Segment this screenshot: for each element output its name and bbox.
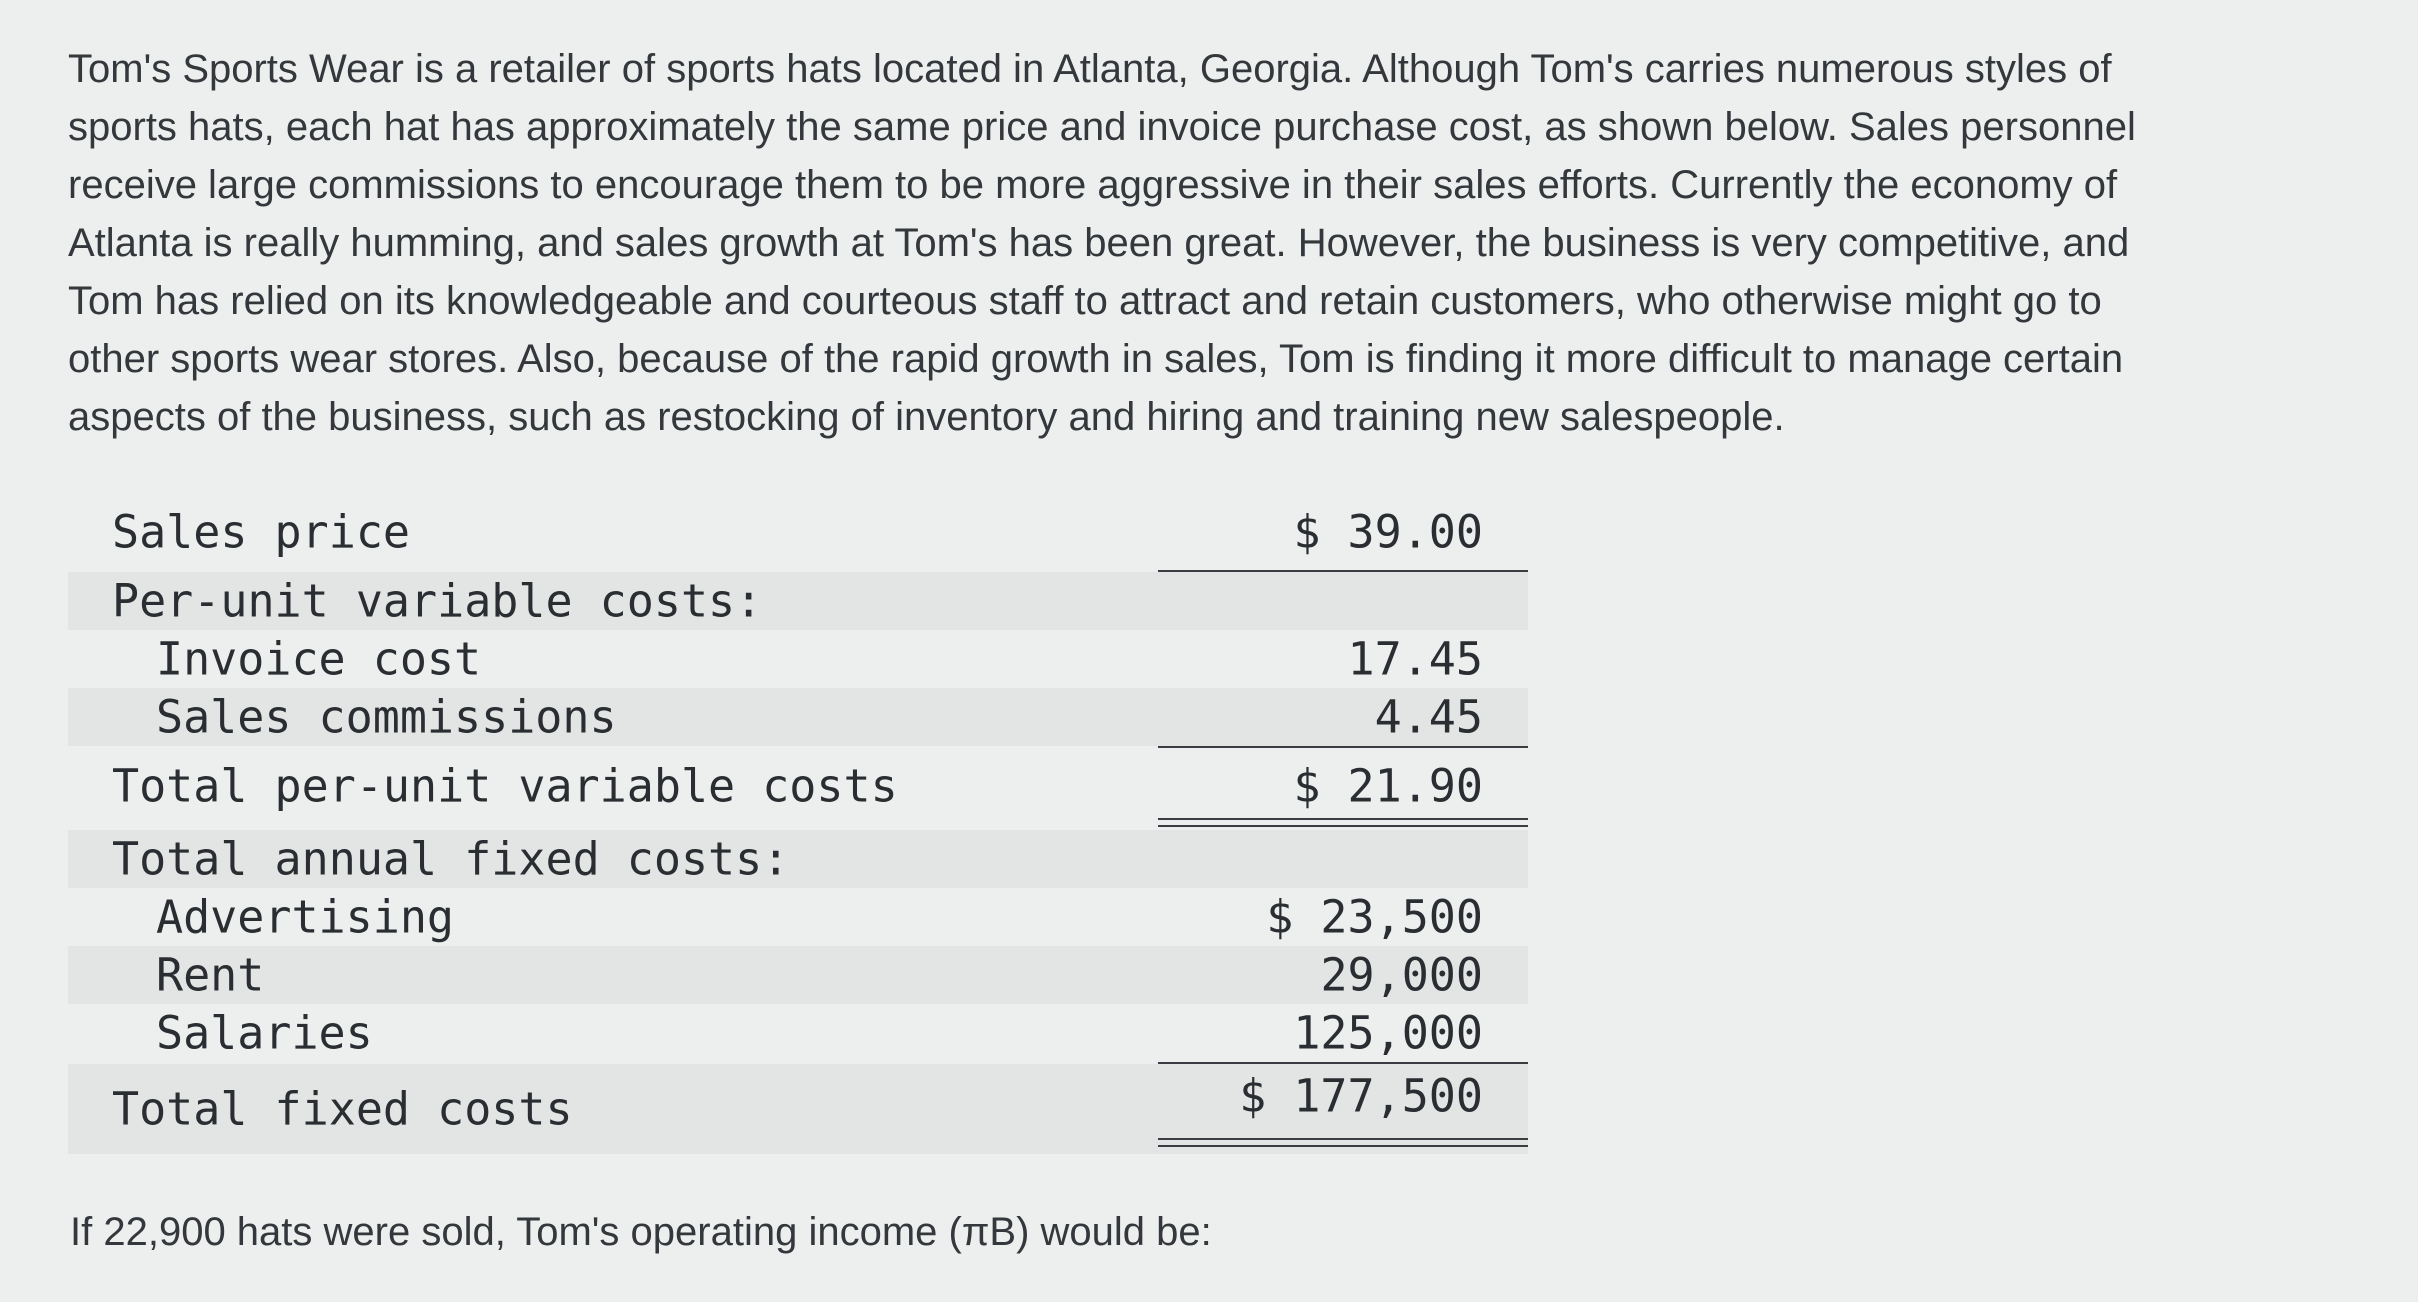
rent-value: 29,000 (1320, 948, 1483, 1002)
problem-line: Tom's Sports Wear is a retailer of sports hats located in Atlanta, Georgia. Although Tom's carries numerous styles of (68, 47, 2112, 91)
variable-costs-header: Per-unit variable costs: (112, 574, 763, 628)
rent-row (68, 946, 1528, 1004)
problem-line: sports hats, each hat has approximately the same price and invoice purchase cost, as shown below. Sales personnel (68, 105, 2136, 149)
advertising-value: $ 23,500 (1266, 890, 1483, 944)
sales-commissions-value: 4.45 (1374, 690, 1483, 744)
cost-data-table (68, 500, 1528, 1136)
total-variable-costs-value: $ 21.90 (1293, 759, 1483, 813)
total-variable-costs-row (68, 754, 1528, 818)
problem-line: other sports wear stores. Also, because of the rapid growth in sales, Tom is finding it more difficult to manage certain (68, 337, 2124, 381)
invoice-cost-label: Invoice cost (156, 632, 482, 686)
problem-line: Tom has relied on its knowledgeable and courteous staff to attract and retain customers, who otherwise might go to (68, 279, 2102, 323)
sales-price-row (68, 500, 1528, 564)
total-variable-costs-label: Total per-unit variable costs (112, 759, 898, 813)
rule-double (1158, 1138, 1528, 1147)
invoice-cost-value: 17.45 (1347, 632, 1483, 686)
advertising-label: Advertising (156, 890, 455, 944)
question-prompt: If 22,900 hats were sold, Tom's operating income (πB) would be: (70, 1210, 1212, 1254)
rent-label: Rent (156, 948, 265, 1002)
sales-commissions-label: Sales commissions (156, 690, 617, 744)
salaries-value: 125,000 (1293, 1006, 1483, 1060)
variable-costs-header-row (68, 572, 1528, 630)
sales-commissions-row (68, 688, 1528, 746)
invoice-cost-row (68, 630, 1528, 688)
fixed-costs-header: Total annual fixed costs: (112, 832, 790, 886)
salaries-row (68, 1004, 1528, 1062)
problem-statement (68, 40, 2358, 446)
problem-line: Atlanta is really humming, and sales growth at Tom's has been great. However, the business is very competitive, and (68, 221, 2130, 265)
sales-price-value: $ 39.00 (1293, 505, 1483, 559)
total-fixed-costs-label: Total fixed costs (112, 1082, 573, 1136)
sales-price-label: Sales price (112, 505, 411, 559)
problem-line: receive large commissions to encourage them to be more aggressive in their sales efforts. Currently the economy of (68, 163, 2118, 207)
fixed-costs-header-row (68, 830, 1528, 888)
advertising-row (68, 888, 1528, 946)
problem-line: aspects of the business, such as restocking of inventory and hiring and training new salespeople. (68, 395, 1785, 439)
total-fixed-costs-value: $ 177,500 (1239, 1069, 1483, 1123)
salaries-label: Salaries (156, 1006, 373, 1060)
rule-single (1158, 746, 1528, 748)
rule-double (1158, 818, 1528, 827)
